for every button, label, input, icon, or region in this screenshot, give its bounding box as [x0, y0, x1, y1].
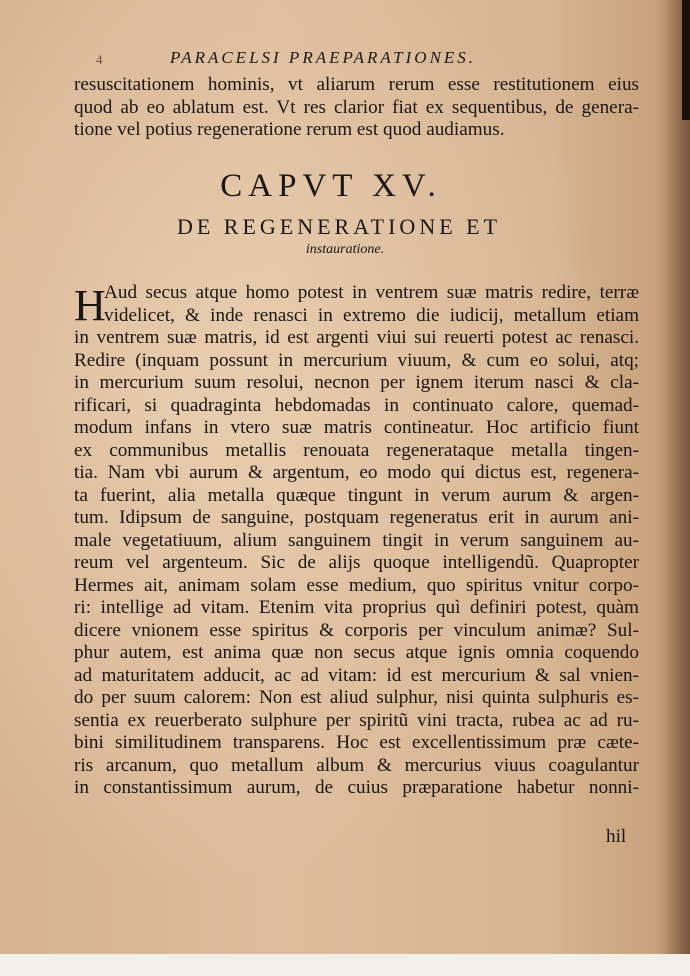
chapter-subtitle-italic: instauratione.: [305, 242, 385, 257]
text-line: ri: intellige ad vitam. Etenim vita proprius quì definiri potest, quàm: [74, 597, 639, 618]
catchword: hil: [606, 826, 627, 847]
text-line: Aud secus atque homo potest in ventrem suæ matris redire, terræ: [104, 282, 639, 303]
text-line: Hermes ait, animam solam esse medium, quo spiritus vnitur corpo-: [74, 574, 639, 596]
text-line: tum. Idipsum de sanguine, postquam regeneratus erit in aurum ani-: [74, 507, 639, 528]
running-head: PARACELSI PRAEPARATIONES.: [170, 48, 477, 67]
text-line: ta fuerint, alia metalla quæque tingunt in verum aurum & argen-: [74, 484, 639, 506]
text-line: rificari, si quadraginta hebdomadas in continuato calore, quemad-: [74, 394, 639, 416]
text-line: phur autem, est anima quæ non secus atque ignis omnia coquendo: [74, 642, 639, 663]
text-line: ad maturitatem adducit, ac ad vitam: id est mercurium & sal vnien-: [74, 664, 639, 686]
text-line: bini similitudinem transparens. Hoc est excellentissimum præ cæte-: [74, 732, 639, 753]
text-line: sentia ex reuerberato sulphure per spiritũ vini tracta, rubea ac ad ru-: [74, 709, 639, 731]
text-line: videlicet, & inde renasci in extremo die iudicij, metallum etiam: [104, 304, 639, 326]
page-spine-shadow: [664, 0, 690, 976]
text-line: Redire (inquam possunt in mercurium viuum, & cum eo solui, atq;: [74, 349, 639, 371]
text-line: reum vel argenteum. Sic de alijs quoque intelligendũ. Quapropter: [74, 552, 639, 573]
text-line: in ventrem suæ matris, id est argenti viui sui reuerti potest ac renasci.: [74, 327, 639, 348]
text-line: resuscitationem hominis, vt aliarum rerum esse restitutionem eius: [74, 74, 639, 95]
chapter-title: CAPVT XV.: [220, 168, 442, 204]
text-line: in mercurium suum resolui, necnon per ignem iterum nasci & cla-: [74, 372, 639, 393]
intro-text: [74, 74, 639, 142]
text-line: male vegetatiuum, alium sanguinem tingit in verum sanguinem au-: [74, 529, 639, 551]
text-line: quod ab eo ablatum est. Vt res clarior fiat ex sequentibus, de genera-: [74, 96, 639, 118]
folio-mark: 4: [96, 52, 103, 67]
text-line: in constantissimum aurum, de cuius præparatione habetur nonni-: [74, 777, 639, 798]
text-line: modum infans in vtero suæ matris contineatur. Hoc artificio fiunt: [74, 417, 639, 438]
chapter-subtitle: DE REGENERATIONE ET: [176, 214, 502, 239]
text-line: dicere vnionem esse spiritus & corporis per vinculum animæ? Sul-: [74, 619, 639, 641]
text-line: tia. Nam vbi aurum & argentum, eo modo qui dictus est, regenera-: [74, 462, 639, 483]
drop-cap: H: [74, 281, 106, 330]
dark-edge: [682, 0, 690, 120]
text-line: ris arcanum, quo metallum album & mercurius viuus coagulantur: [74, 754, 639, 776]
text-line: do per suum calorem: Non est aliud sulphur, nisi quinta sulphuris es-: [74, 687, 639, 708]
text-line: tione vel potius regeneratione rerum est quod audiamus.: [74, 119, 505, 140]
bottom-margin: [0, 954, 690, 976]
chapter-body: [74, 282, 639, 800]
text-line: ex communibus metallis renouata regenerataque metalla tingen-: [74, 439, 639, 461]
